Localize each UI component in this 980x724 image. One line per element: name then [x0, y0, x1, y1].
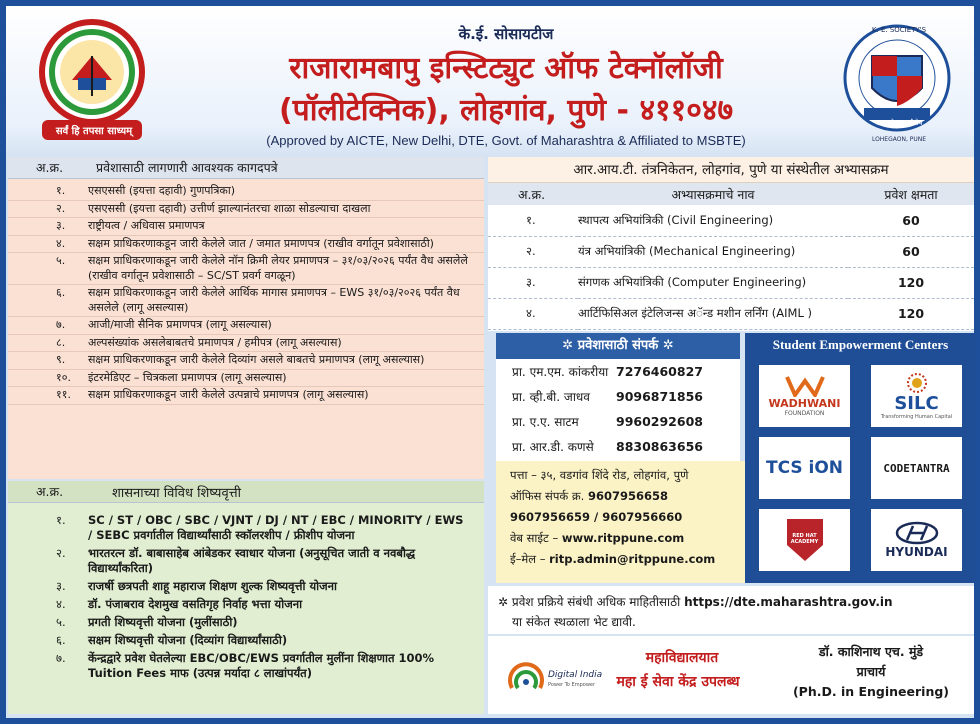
- admission-contacts: [496, 333, 740, 461]
- document-item-text: अल्पसंख्यांक असलेबाबतचे प्रमाणपत्र / हमीपत्र (लागू असल्यास): [88, 335, 342, 349]
- course-row: [488, 267, 974, 298]
- scholarship-item-text: डॉ. पंजाबराव देशमुख वसतिगृह निर्वाह भत्ता योजना: [88, 596, 303, 611]
- courses-panel: [488, 157, 974, 331]
- scholarship-item-no: ३.: [56, 578, 66, 593]
- hyundai-name: HYUNDAI: [885, 545, 948, 559]
- digital-india-text: Digital India: [548, 670, 603, 680]
- document-item: [8, 387, 484, 405]
- contact-name: प्रा. व्ही.बी. जाधव: [512, 390, 590, 404]
- contact-phone[interactable]: 8830863656: [616, 439, 703, 454]
- office-label: ऑफिस संपर्क क्र.: [510, 489, 585, 503]
- website-label: वेब साईट –: [510, 531, 559, 545]
- document-item: [8, 236, 484, 254]
- scholarship-item-text: प्रगती शिष्यवृत्ती योजना (मुलींसाठी): [88, 614, 238, 629]
- scholarship-item: [8, 577, 484, 595]
- email-link[interactable]: ritp.admin@ritppune.com: [549, 552, 716, 566]
- principal-name: डॉ. काशिनाथ एच. मुंडे: [818, 644, 924, 659]
- digital-india-sub: Power To Empower: [548, 682, 596, 688]
- course-row: [488, 298, 974, 329]
- scholarship-item-no: ७.: [56, 650, 66, 665]
- tcs-ion-logo: [759, 437, 850, 499]
- mseva-line2: महा ई सेवा केंद्र उपलब्ध: [616, 674, 740, 690]
- course-name: आर्टिफिसिअल इंटेलिजन्स अॅन्ड मशीन लर्निंग (AIML ): [578, 298, 848, 329]
- course-seats: 60: [848, 236, 974, 267]
- scholarship-item: [8, 613, 484, 631]
- document-item-no: ७.: [56, 318, 66, 331]
- document-item: [8, 183, 484, 201]
- scholarship-item-text: सक्षम शिष्यवृत्ती योजना (दिव्यांग विद्यार्थ्यांसाठी): [88, 632, 288, 647]
- silc-logo: [871, 365, 962, 427]
- wadhwani-logo: [759, 365, 850, 427]
- info-note: [488, 586, 974, 634]
- scholarship-item-no: ५.: [56, 614, 66, 629]
- course-no: ३.: [488, 267, 578, 298]
- document-item-no: ९.: [56, 353, 66, 366]
- centers-title: Student Empowerment Centers: [772, 337, 949, 352]
- contact-row: [496, 384, 740, 409]
- office-phone[interactable]: 9607956658: [587, 489, 669, 503]
- contact-phone[interactable]: 9960292608: [616, 414, 703, 429]
- scholarship-item: [8, 631, 484, 649]
- document-item-text: सक्षम प्राधिकरणाकडून जारी केलेले दिव्यांग असले बाबतचे प्रमाणपत्र (लागू असल्यास): [88, 353, 425, 366]
- scholarship-item-no: ४.: [56, 596, 66, 611]
- document-item-no: १.: [56, 184, 66, 197]
- courses-col-no: अ.क्र.: [488, 183, 578, 205]
- contact-name: प्रा. आर.डी. कणसे: [512, 440, 594, 454]
- scholarships-list: [8, 503, 484, 682]
- document-item: [8, 317, 484, 335]
- document-item-no: ११.: [56, 388, 71, 401]
- email-label: ई–मेल –: [510, 552, 546, 566]
- silc-sun-icon: [907, 373, 927, 393]
- scholarships-header: [8, 481, 484, 503]
- document-item: [8, 201, 484, 219]
- courses-header-row: [488, 183, 974, 205]
- scholarship-item: [8, 511, 484, 544]
- scholarship-item-text: केंन्द्रद्वारे प्रवेश घेतलेल्या EBC/OBC/EWS प्रवर्गातील मुलींना शिक्षणात 100% Tuition Fees माफ (उत्पन्न मर्यादा ८ लाखांपर्यंत): [88, 650, 435, 680]
- contact-name: प्रा. ए.ए. साटम: [512, 415, 579, 429]
- wadhwani-name: WADHWANI: [768, 397, 841, 410]
- course-no: २.: [488, 236, 578, 267]
- scholarship-item-text: भारतरत्न डॉ. बाबासाहेब आंबेडकर स्वाधार योजना (अनुसूचित जाती व नवबौद्ध विद्यार्थ्यांकरिता): [88, 545, 416, 575]
- course-row: [488, 236, 974, 267]
- document-item-text: इंटरमेडिएट – चित्रकला प्रमाणपत्र (लागू असल्यास): [88, 370, 287, 384]
- document-item-text: एसएससी (इयत्ता दहावी) गुणपत्रिका): [88, 184, 236, 197]
- documents-list: [8, 179, 484, 405]
- silc-sub: Transforming Human Capital: [880, 413, 953, 420]
- course-row: [488, 205, 974, 236]
- courses-col-seats: प्रवेश क्षमता: [848, 183, 974, 205]
- hyundai-logo: [871, 509, 962, 571]
- website-link[interactable]: www.ritppune.com: [561, 531, 685, 545]
- scholarship-item: [8, 544, 484, 577]
- course-seats: 60: [848, 205, 974, 236]
- document-item-text: एसएससी (इयत्ता दहावी) उत्तीर्ण झाल्यानंतरचा शाळा सोडल्याचा दाखला: [88, 201, 371, 215]
- course-name: यंत्र अभियांत्रिकी (Mechanical Engineering): [578, 236, 848, 267]
- scholarships-col-title: शासनाच्या विविध शिष्यवृत्ती: [112, 485, 242, 501]
- courses-col-name: अभ्यासक्रमाचे नाव: [578, 183, 848, 205]
- address-line: पत्ता – ३५, वडगांव शिंदे रोड, लोहगांव, पुणे: [510, 468, 689, 482]
- website-line: [510, 528, 746, 549]
- document-item-text: सक्षम प्राधिकरणाकडून जारी केलेले नॉन क्रिमी लेयर प्रमाणपत्र – ३१/०३/२०२६ पर्यंत वैध असलेले (राखीव वर्गातून प्रवेशासाठी – SC/ST प्रवर्ग वगळून): [88, 254, 468, 282]
- document-item-no: ३.: [56, 219, 66, 232]
- documents-header: [8, 157, 484, 179]
- empowerment-centers: [745, 333, 976, 583]
- office-phones[interactable]: 9607956659 / 9607956660: [510, 510, 683, 524]
- principal-title: प्राचार्य: [856, 664, 886, 679]
- course-name: संगणक अभियांत्रिकी (Computer Engineering): [578, 267, 848, 298]
- scholarship-item: [8, 649, 484, 682]
- course-no: १.: [488, 205, 578, 236]
- courses-table: [488, 183, 974, 330]
- dte-link[interactable]: https://dte.maharashtra.gov.in: [684, 595, 893, 609]
- institute-title-line2: (पॉलीटेक्निक), लोहगांव, पुणे - ४११०४७: [278, 93, 734, 128]
- contact-phone[interactable]: 7276460827: [616, 364, 703, 379]
- codetantra-name: CODETANTRA: [883, 461, 950, 475]
- document-item-text: राष्ट्रीयत्व / अधिवास प्रमाणपत्र: [88, 219, 205, 232]
- contact-name: प्रा. एम.एम. कांकरीया: [512, 365, 609, 379]
- info-text: ✲ प्रवेश प्रक्रिये संबंधी अधिक माहितीसाठी: [498, 595, 681, 609]
- document-item: [8, 285, 484, 317]
- silc-name: SILC: [894, 392, 939, 414]
- contacts-title: ✲ प्रवेशासाठी संपर्क ✲: [496, 333, 740, 359]
- principal-degree: (Ph.D. in Engineering): [792, 684, 950, 699]
- scholarship-item-no: १.: [56, 512, 66, 527]
- document-item-no: २.: [56, 201, 66, 215]
- office-contact: [510, 486, 746, 507]
- right-logo-place: LOHEGAON, PUNE: [871, 136, 927, 143]
- header: [6, 6, 974, 156]
- tcs-ion-name: TCS iON: [765, 458, 844, 478]
- hyundai-emblem-icon: [895, 521, 939, 545]
- address-block: [496, 461, 746, 583]
- document-item-text: सक्षम प्राधिकरणाकडून जारी केलेले जात / जमात प्रमाणपत्र (राखीव वर्गातून प्रवेशासाठी): [88, 236, 434, 250]
- contact-row: [496, 359, 740, 384]
- approval-text: (Approved by AICTE, New Delhi, DTE, Govt. of Maharashtra & Affiliated to MSBTE): [266, 133, 746, 148]
- principal-block: [776, 642, 966, 702]
- mseva-line1: महाविद्यालयात: [645, 650, 719, 666]
- document-item: [8, 335, 484, 353]
- document-item-no: १०.: [56, 370, 71, 384]
- document-item-no: ४.: [56, 236, 66, 250]
- institute-title-line1: राजारामबापु इन्स्टिट्युट ऑफ टेक्नॉलॉजी: [289, 51, 723, 86]
- wadhwani-sub: FOUNDATION: [784, 410, 825, 417]
- document-item-no: ५.: [56, 254, 66, 267]
- document-item: [8, 218, 484, 236]
- redhat-name: RED HAT ACADEMY: [790, 533, 819, 545]
- document-item-text: आजी/माजी सैनिक प्रमाणपत्र (लागू असल्यास): [88, 318, 272, 331]
- contact-row: [496, 434, 740, 459]
- courses-title: आर.आय.टी. तंत्रनिकेतन, लोहगांव, पुणे या संस्थेतील अभ्यासक्रम: [488, 157, 974, 183]
- document-item-text: सक्षम प्राधिकरणाकडून जारी केलेले उत्पन्नाचे प्रमाणपत्र (लागू असल्यास): [88, 388, 369, 401]
- wadhwani-mark-icon: [785, 375, 825, 397]
- codetantra-logo: [871, 437, 962, 499]
- contact-phone[interactable]: 9096871856: [616, 389, 703, 404]
- documents-col-title: प्रवेशासाठी लागणारी आवश्यक कागदपत्रे: [96, 160, 278, 175]
- info-text2: या संकेत स्थळाला भेट द्यावी.: [512, 615, 636, 629]
- contact-row: [496, 409, 740, 434]
- footer: [488, 636, 974, 714]
- email-line: [510, 549, 746, 570]
- redhat-academy-logo: [759, 509, 850, 571]
- scholarships-panel: [8, 481, 484, 714]
- document-item-no: ८.: [56, 335, 66, 349]
- documents-panel: [8, 157, 484, 479]
- scholarship-item-no: ६.: [56, 632, 66, 647]
- scholarship-item-text: SC / ST / OBC / SBC / VJNT / DJ / NT / EBC / MINORITY / EWS / SEBC प्रवर्गातील विद्यार्थ्यांसाठी स्कॉलरशीप / फ्रीशीप योजना: [88, 512, 464, 542]
- course-name: स्थापत्य अभियांत्रिकी (Civil Engineering): [578, 205, 848, 236]
- society-name: के.ई. सोसायटीज: [458, 25, 554, 43]
- document-item: [8, 352, 484, 370]
- document-item: [8, 370, 484, 388]
- course-no: ४.: [488, 298, 578, 329]
- document-item-no: ६.: [56, 286, 66, 299]
- document-item-text: सक्षम प्राधिकरणाकडून जारी केलेले आर्थिक मागास प्रमाणपत्र – EWS ३१/०३/२०२६ पर्यंत वैध असलेले (लागू असल्यास): [88, 286, 460, 314]
- course-seats: 120: [848, 267, 974, 298]
- documents-col-no: अ.क्र.: [36, 160, 64, 175]
- scholarships-col-no: अ.क्र.: [36, 484, 64, 499]
- right-logo-top-text: K. E. SOCIETY'S: [871, 26, 927, 34]
- left-logo-motto: सर्वं हि तपसा साध्यम्: [55, 126, 133, 137]
- digital-india-logo: [504, 654, 548, 694]
- scholarship-item: [8, 595, 484, 613]
- right-logo-motto: अभ्यासेन तु कौशेय: [875, 119, 923, 127]
- scholarship-item-no: २.: [56, 545, 66, 560]
- course-seats: 120: [848, 298, 974, 329]
- scholarship-item-text: राजर्षी छत्रपती शाहू महाराज शिक्षण शुल्क शिष्यवृत्ती योजना: [88, 578, 338, 593]
- document-item: [8, 253, 484, 285]
